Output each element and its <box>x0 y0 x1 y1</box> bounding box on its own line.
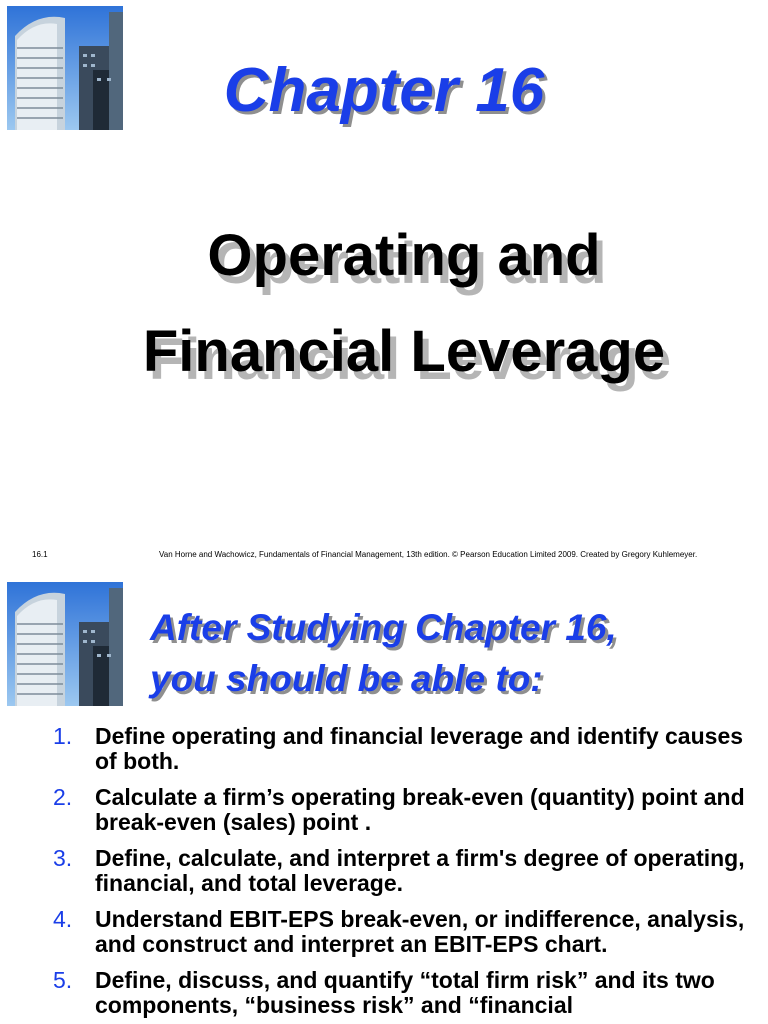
objective-number: 4. <box>53 906 73 932</box>
objective-item <box>0 846 768 896</box>
objective-text: Define, discuss, and quantify “total firm risk” and its two components, “business risk” and “financial <box>95 967 715 1018</box>
objective-text: Define, calculate, and interpret a firm's degree of operating, financial, and total leverage. <box>95 845 745 896</box>
objective-item <box>0 907 768 957</box>
objective-item <box>0 968 768 1018</box>
objectives-title <box>150 602 760 704</box>
slide-title <box>40 208 768 400</box>
objective-number: 3. <box>53 845 73 871</box>
slide-number: 16.1 <box>32 550 48 559</box>
objective-text: Calculate a firm’s operating break-even (quantity) point and break-even (sales) point . <box>95 784 745 835</box>
footer-credit: Van Horne and Wachowicz, Fundamentals of Financial Management, 13th edition. © Pearson Education Limited 2009. Created by Gregory Kuhlemeyer. <box>159 550 698 559</box>
objective-number: 1. <box>53 723 73 749</box>
chapter-title: Chapter 16 <box>223 56 545 125</box>
objectives-list <box>0 724 768 1024</box>
title-line-1: Operating and <box>207 223 601 288</box>
objectives-title-line-2: you should be able to: <box>150 658 543 699</box>
objective-item <box>0 724 768 774</box>
objective-number: 5. <box>53 967 73 993</box>
objectives-slide <box>0 576 768 1024</box>
objective-text: Define operating and financial leverage and identify causes of both. <box>95 723 744 774</box>
skyscraper-photo <box>7 582 123 706</box>
objective-item <box>0 785 768 835</box>
objective-number: 2. <box>53 784 73 810</box>
objectives-title-line-1: After Studying Chapter 16, <box>150 607 617 648</box>
title-line-2: Financial Leverage <box>142 319 666 384</box>
objective-text: Understand EBIT-EPS break-even, or indifference, analysis, and construct and interpret an EBIT-EPS chart. <box>95 906 745 957</box>
